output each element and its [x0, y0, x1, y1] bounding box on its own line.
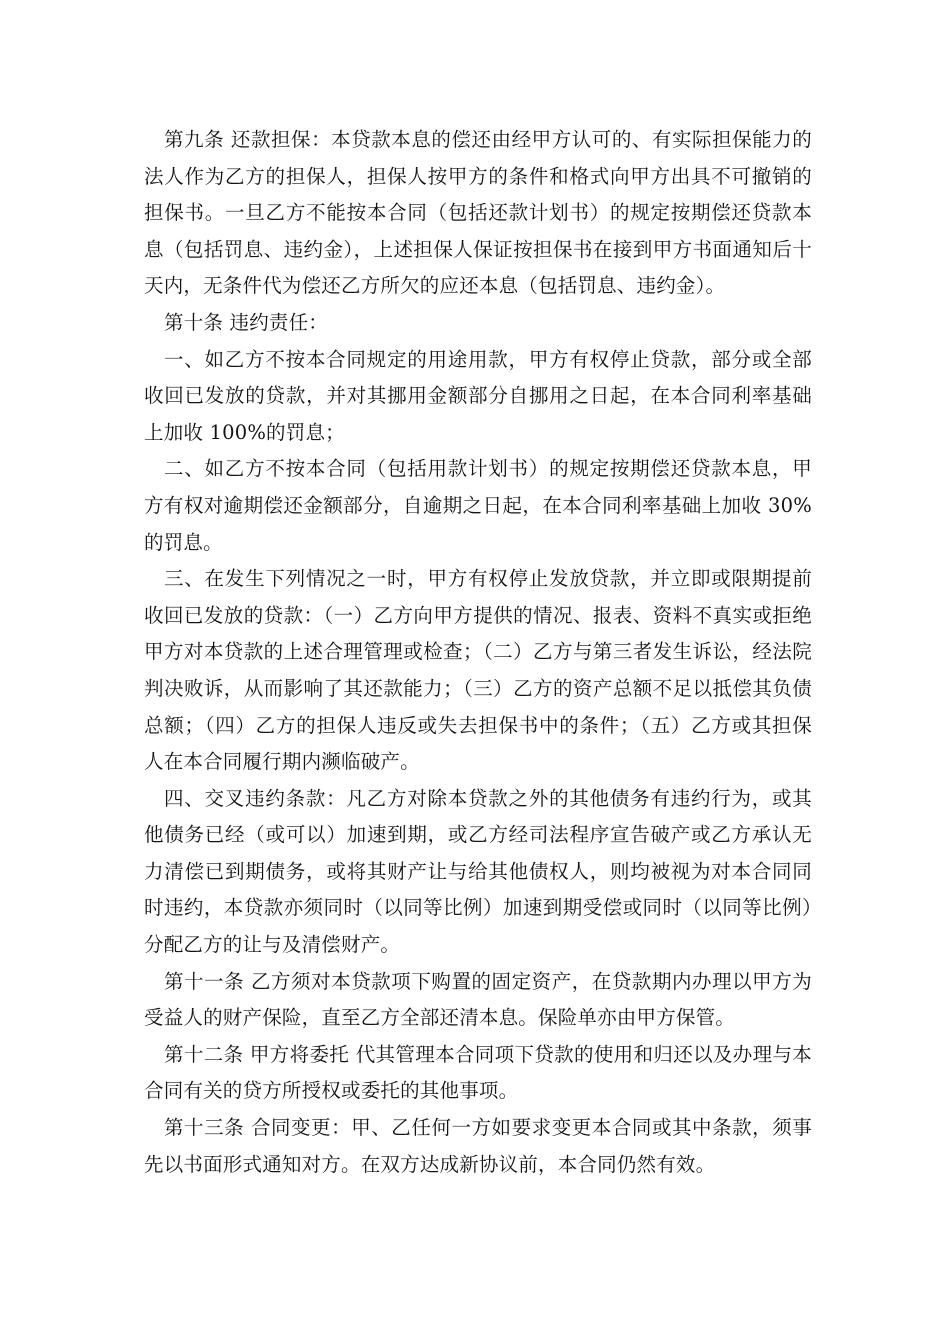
article-10-clause-2: 二、如乙方不按本合同（包括用款计划书）的规定按期偿还贷款本息，甲方有权对逾期偿还金额部分，自逾期之日起，在本合同利率基础上加收 30%的罚息。 — [144, 457, 812, 554]
article-10-clause-1: 一、如乙方不按本合同规定的用途用款，甲方有权停止贷款，部分或全部收回已发放的贷款，并对其挪用金额部分自挪用之日起，在本合同利率基础上加收 100%的罚息； — [144, 347, 812, 444]
article-9-guarantee: 第九条 还款担保：本贷款本息的偿还由经甲方认可的、有实际担保能力的法人作为乙方的担保人，担保人按甲方的条件和格式向甲方出具不可撤销的担保书。一旦乙方不能按本合同（包括还款计划书）的规定按期偿还贷款本息（包括罚息、违约金），上述担保人保证按担保书在接到甲方书面通知后十天内，无条件代为偿还乙方所欠的应还本息（包括罚息、违约金）。 — [144, 128, 812, 298]
article-12: 第十二条 甲方将委托 代其管理本合同项下贷款的使用和归还以及办理与本合同有关的贷方所授权或委托的其他事项。 — [144, 1042, 812, 1103]
article-11: 第十一条 乙方须对本贷款项下购置的固定资产，在贷款期内办理以甲方为受益人的财产保险，直至乙方全部还清本息。保险单亦由甲方保管。 — [144, 969, 812, 1030]
article-10-clause-4: 四、交叉违约条款：凡乙方对除本贷款之外的其他债务有违约行为，或其他债务已经（或可以）加速到期，或乙方经司法程序宣告破产或乙方承认无力清偿已到期债务，或将其财产让与给其他债权人，则均被视为对本合同同时违约，本贷款亦须同时（以同等比例）加速到期受偿或同时（以同等比例）分配乙方的让与及清偿财产。 — [144, 786, 812, 957]
document-body — [144, 122, 812, 1183]
article-13: 第十三条 合同变更：甲、乙任何一方如要求变更本合同或其中条款，须事先以书面形式通知对方。在双方达成新协议前，本合同仍然有效。 — [144, 1116, 812, 1176]
article-10-heading: 第十条 违约责任： — [164, 310, 328, 334]
article-10-clause-3: 三、在发生下列情况之一时，甲方有权停止发放贷款，并立即或限期提前收回已发放的贷款：（一）乙方向甲方提供的情况、报表、资料不真实或拒绝甲方对本贷款的上述合理管理或检查；（二）乙方与第三者发生诉讼，经法院判决败诉，从而影响了其还款能力；（三）乙方的资产总额不足以抵偿其负债总额；（四）乙方的担保人违反或失去担保书中的条件；（五）乙方或其担保人在本合同履行期内濒临破产。 — [144, 567, 812, 774]
